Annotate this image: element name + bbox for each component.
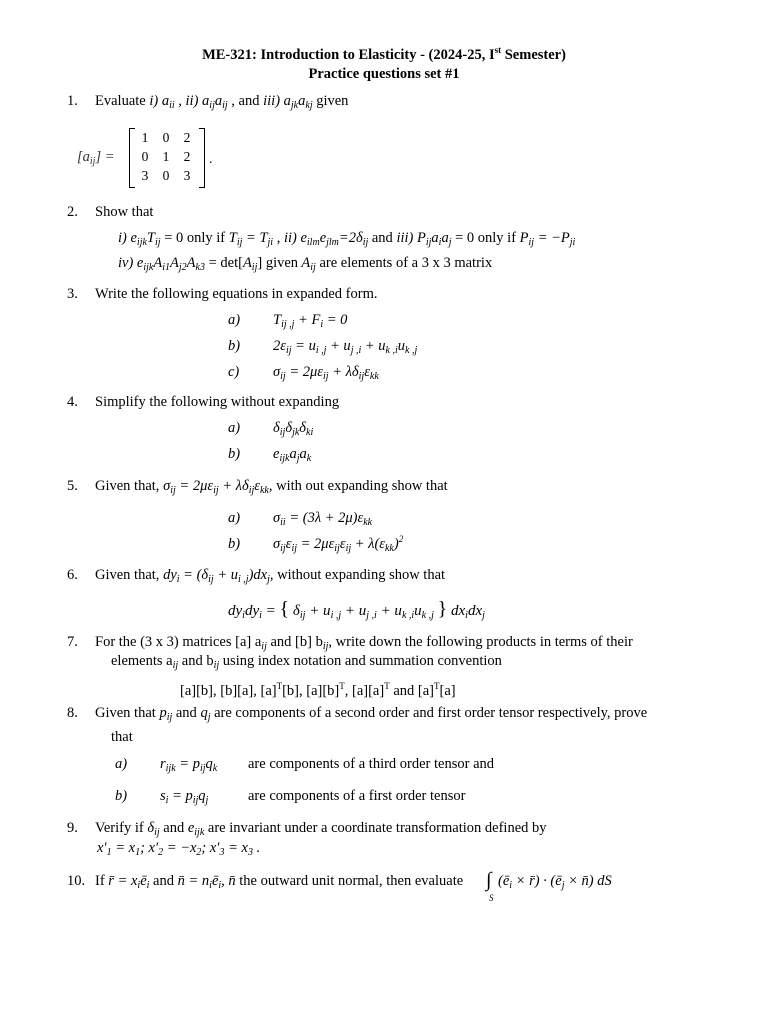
- matrix-bracket-left: [129, 128, 135, 188]
- question-7-line2: elements $a_{ij}$ and $b_{ij}$ using index notation and summation convention: [111, 653, 502, 671]
- matrix-cell: 1: [141, 130, 149, 145]
- question-1-text: Evaluate i) $a_{ii}$ , ii) $a_{ij}a_{ij}$ , and iii) $a_{jk}a_{kj}$ given: [95, 93, 349, 111]
- question-6-text: Given that, $dy_i = (\delta_{ij} + u_{i ,j})dx_j$, without expanding show that: [95, 567, 446, 585]
- part-label: c): [228, 364, 240, 380]
- integral-domain: S: [489, 893, 494, 903]
- course-title: ME-321: Introduction to Elasticity - (2024-25, Ist Semester): [202, 45, 566, 63]
- question-5-text: Given that, $\sigma_{ij} = 2\mu\varepsilon_{ij} + \lambda\delta_{ij}\varepsilon_{kk}$, with out expanding show that: [95, 478, 448, 496]
- matrix-cell: 1: [162, 149, 170, 164]
- matrix-bracket-right: [199, 128, 205, 188]
- equation-5a: $\sigma_{ii} = (3\lambda + 2\mu)\varepsilon_{kk}$: [273, 510, 373, 528]
- description-8b: are components of a first order tensor: [248, 788, 466, 804]
- part-label: b): [228, 536, 241, 552]
- question-number: 2.: [67, 204, 78, 220]
- question-number: 7.: [67, 634, 78, 650]
- description-8a: are components of a third order tensor and: [248, 756, 495, 772]
- part-label: b): [228, 338, 241, 354]
- equation-6: $dy_idy_i$ = { $\delta_{ij} + u_{i ,j} + u_{j ,i} + u_{k ,i}u_{k ,j}$ } $dx_idx_j$: [228, 598, 485, 621]
- question-3-text: Write the following equations in expanded form.: [95, 286, 378, 302]
- matrix-cell: 0: [162, 168, 170, 183]
- equation-4a: $\delta_{ij}\delta_{jk}\delta_{ki}$: [273, 420, 314, 438]
- matrix-cell: 3: [183, 168, 191, 183]
- transformation: $x'_1 = x_1$; $x'_2 = -x_2$; $x'_3 = x_3$ .: [97, 840, 261, 858]
- integral-sign: ∫: [486, 869, 492, 891]
- part-label: a): [228, 312, 241, 328]
- matrix-cell: 0: [162, 130, 170, 145]
- question-number: 1.: [67, 93, 78, 109]
- question-number: 5.: [67, 478, 78, 494]
- equation-3a: $T_{ij ,j} + F_i = 0$: [273, 312, 348, 330]
- matrix-cell: 3: [141, 168, 149, 183]
- question-number: 6.: [67, 567, 78, 583]
- question-number: 4.: [67, 394, 78, 410]
- matrix-cell: 2: [183, 149, 191, 164]
- question-number: 8.: [67, 705, 78, 721]
- matrix-cell: 0: [141, 149, 149, 164]
- part-label: a): [115, 756, 128, 772]
- equation-4b: $e_{ijk}a_ja_k$: [273, 446, 312, 464]
- question-10-text: If r̄ = $x_iē_i$ and n̄ = $n_iē_i$, n̄ the outward unit normal, then evaluate: [95, 873, 464, 891]
- question-7-line1: For the (3 x 3) matrices [a] $a_{ij}$ and [b] $b_{ij}$, write down the following products in terms of their: [95, 634, 633, 652]
- question-2-line2: iv) $e_{ijk}A_{i1}A_{j2}A_{k3} = \det[A_{ij}]$ given $A_{ij}$ are elements of a 3 x 3 matrix: [118, 255, 493, 273]
- matrix-a: $[a_{ij}]$ = 1 0 2 0 1 2 3 0 3 .: [77, 128, 217, 188]
- equation-3b: $2\varepsilon_{ij} = u_{i ,j} + u_{j ,i} + u_{k ,i}u_{k ,j}$: [273, 338, 418, 356]
- question-number: 10.: [67, 873, 86, 889]
- part-label: b): [228, 446, 241, 462]
- question-2-text: Show that: [95, 204, 154, 220]
- question-number: 3.: [67, 286, 78, 302]
- equation-8b: $s_i = p_{ij}q_j$: [160, 788, 209, 806]
- equation-3c: $\sigma_{ij} = 2\mu\varepsilon_{ij} + \lambda\delta_{ij}\varepsilon_{kk}$: [273, 364, 379, 382]
- question-9-text: Verify if $\delta_{ij}$ and $e_{ijk}$ are invariant under a coordinate transformation defined by: [95, 820, 547, 838]
- question-8-line2: that: [111, 729, 133, 745]
- equation-5b: $\sigma_{ij}\varepsilon_{ij} = 2\mu\varepsilon_{ij}\varepsilon_{ij} + \lambda(\varepsilon_{kk})^2$: [273, 534, 404, 554]
- part-label: a): [228, 420, 241, 436]
- matrix-cell: 2: [183, 130, 191, 145]
- matrix-lhs: $[a_{ij}]$ =: [77, 149, 115, 167]
- question-8-line1: Given that $p_{ij}$ and $q_j$ are components of a second order and first order tensor respectively, prove: [95, 705, 648, 723]
- part-label: b): [115, 788, 128, 804]
- question-7-products: [a][b], [b][a], $[a]^T[b]$, $[a][b]^T$, $[a][a]^T$ and $[a]^T[a]$: [180, 681, 456, 699]
- question-2-line1: i) $e_{ijk}T_{ij} = 0$ only if $T_{ij} = T_{ji}$ , ii) $e_{ilm}e_{jlm}=2\delta_{ij}$ and iii) $P_{ij}a_ia_j = 0$ only if $P_{ij} = -P_{ji}$: [118, 230, 576, 248]
- part-label: a): [228, 510, 241, 526]
- equation-8a: $r_{ijk} = p_{ij}q_k$: [160, 756, 218, 774]
- question-number: 9.: [67, 820, 78, 836]
- set-subtitle: Practice questions set #1: [308, 66, 460, 82]
- question-4-text: Simplify the following without expanding: [95, 394, 340, 410]
- integral-expression: ($ē_i$ × r̄) · ($ē_j$ × n̄) dS: [498, 873, 612, 891]
